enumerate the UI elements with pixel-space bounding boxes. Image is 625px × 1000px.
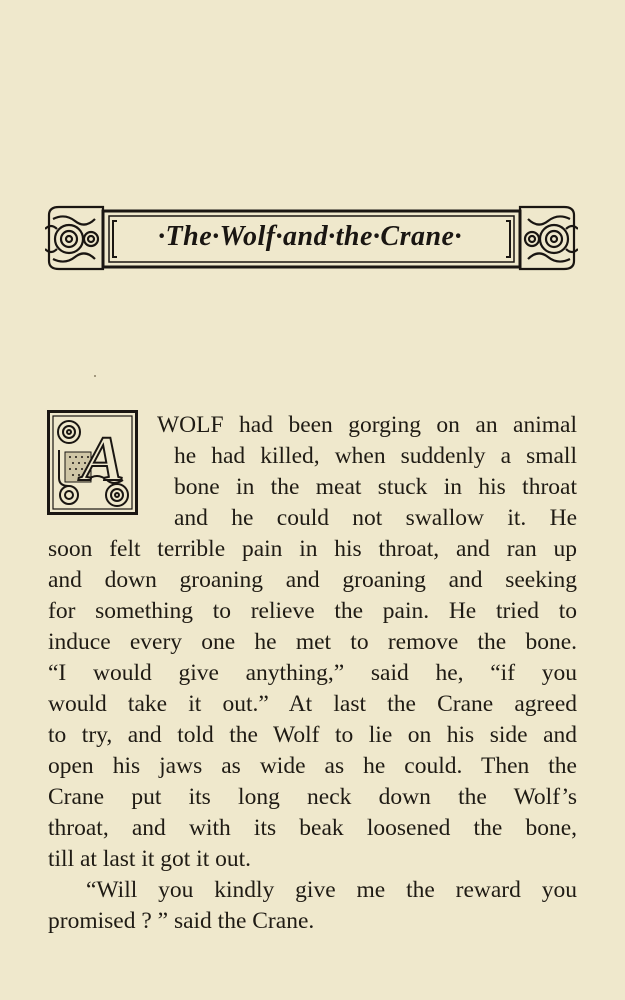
text-line: promised ? ” said the Crane. [48,908,315,934]
text-line: bone in the meat stuck in his throat [174,474,577,500]
text-line: to try, and told the Wolf to lie on his side and [48,722,577,748]
text-line: throat, and with its beak loosened the bone, [48,815,577,841]
page-speck [94,375,96,377]
text-line: “I would give anything,” said he, “if you [48,660,577,686]
text-line: he had killed, when suddenly a small [174,443,577,469]
dropcap-letter: A [81,423,125,494]
text-line: open his jaws as wide as he could. Then the [48,753,577,779]
text-line: would take it out.” At last the Crane agreed [48,691,577,717]
story-title: ·The·Wolf·and·the·Crane· [158,221,462,252]
text-line: Crane put its long neck down the Wolf’s [48,784,577,810]
ornamental-dropcap [47,410,138,515]
text-line: soon felt terrible pain in his throat, and ran up [48,536,577,562]
text-line: and down groaning and groaning and seeking [48,567,577,593]
text-line: WOLF had been gorging on an animal [157,412,577,438]
text-line: “Will you kindly give me the reward you [86,877,577,903]
text-line: and he could not swallow it. He [174,505,577,531]
text-line: till at last it got it out. [48,846,252,872]
text-line: for something to relieve the pain. He tried to [48,598,577,624]
text-line: induce every one he met to remove the bone. [48,629,577,655]
